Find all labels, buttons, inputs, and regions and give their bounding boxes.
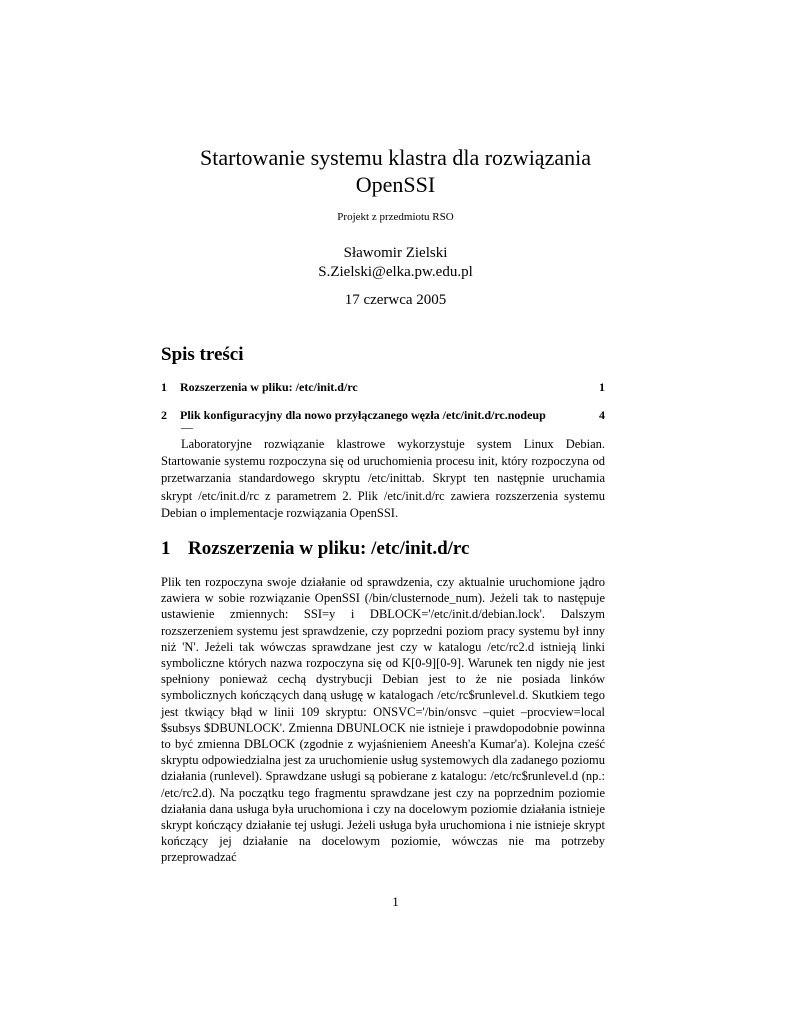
- toc-entry-title: Rozszerzenia w pliku: /etc/init.d/rc: [180, 380, 358, 394]
- title-line-2: OpenSSI: [355, 172, 436, 197]
- author-block: [0, 244, 791, 282]
- toc-entry-title: Plik konfiguracyjny dla nowo przyłączanego węzła /etc/init.d/rc.nodeup: [180, 408, 546, 422]
- section-title: Rozszerzenia w pliku: /etc/init.d/rc: [188, 538, 470, 559]
- paper-title: [0, 144, 791, 198]
- paper-date: 17 czerwca 2005: [344, 292, 447, 308]
- toc-heading: Spis treści: [161, 344, 244, 365]
- author-name: Sławomir Zielski: [343, 245, 448, 261]
- toc-entry: [161, 380, 605, 395]
- toc-entry-number: 1: [161, 380, 167, 394]
- title-line-1: Startowanie systemu klastra dla rozwiązania: [200, 145, 591, 170]
- toc-entry-page: 4: [599, 408, 605, 422]
- section-body-paragraph: Plik ten rozpoczyna swoje działanie od sprawdzenia, czy aktualnie uruchomione jądro zawiera w sobie rozwiązanie OpenSSI (/bin/clusternode_num). Jeżeli tak to następuje ustawienie zmiennych: SSI=y i DBLOCK='/etc/init.d/debian.lock'. Dalszym rozszerzeniem systemu jest sprawdzenie, czy poprzedni poziom pracy systemu był inny niż 'N'. Jeżeli tak wówczas sprawdzane jest czy w katalogu /etc/rc2.d istnieją linki symboliczne których nazwa rozpoczyna się od K[0-9][0-9]. Warunek ten nigdy nie jest spełniony ponieważ cechą dystrybucji Debian jest to że nie posiada linków symbolicznych kończących daną usługę w katalogach /etc/rc$runlevel.d. Skutkiem tego jest tkwiący błąd w linii 109 skryptu: ONSVC='/bin/onsvc –quiet –procview=local $subsys $DBUNLOCK'. Zmienna DBUNLOCK nie istnieje i prawdopodobnie powinna to być zmienna DBLOCK (zgodnie z wyjaśnieniem Aneesh'a Kumar'a). Kolejna cześć skryptu odpowiedzialna jest za uruchomienie usług systemowych dla zadanego poziomu działania (runlevel). Sprawdzane usługi są pobierane z katalogu: /etc/rc$runlevel.d (np.: /etc/rc2.d). Na początku tego fragmentu sprawdzane jest czy na poprzednim poziomie działania dana usługa była uruchomiona i czy na docelowym poziomie działania istnieje skrypt kończący działanie tej usługi. Jeżeli usługa była uruchomiona i nie istnieje skrypt kończący jej działanie na docelowym poziomie, wówczas nie ma potrzeby przeprowadzać: [161, 575, 605, 865]
- abstract-paragraph: Laboratoryjne rozwiązanie klastrowe wykorzystuje system Linux Debian. Startowanie systemu rozpoczyna się od uruchomienia procesu init, który rozpoczyna od przetwarzania standardowego skryptu /etc/inittab. Skrypt ten następnie uruchamia skrypt /etc/init.d/rc z parametrem 2. Plik /etc/init.d/rc zawiera rozszerzenia systemu Debian o implementacje rozwiązania OpenSSI.: [161, 437, 605, 520]
- page-number: 1: [392, 894, 399, 909]
- toc-entry-number: 2: [161, 408, 167, 422]
- separator-dash: —: [181, 420, 193, 434]
- section-number: 1: [161, 538, 171, 559]
- paper-subtitle: Projekt z przedmiotu RSO: [337, 211, 454, 223]
- author-email: S.Zielski@elka.pw.edu.pl: [318, 264, 473, 280]
- section-heading: [161, 538, 469, 560]
- toc-entry-page: 1: [599, 380, 605, 394]
- toc-entry: [161, 408, 605, 423]
